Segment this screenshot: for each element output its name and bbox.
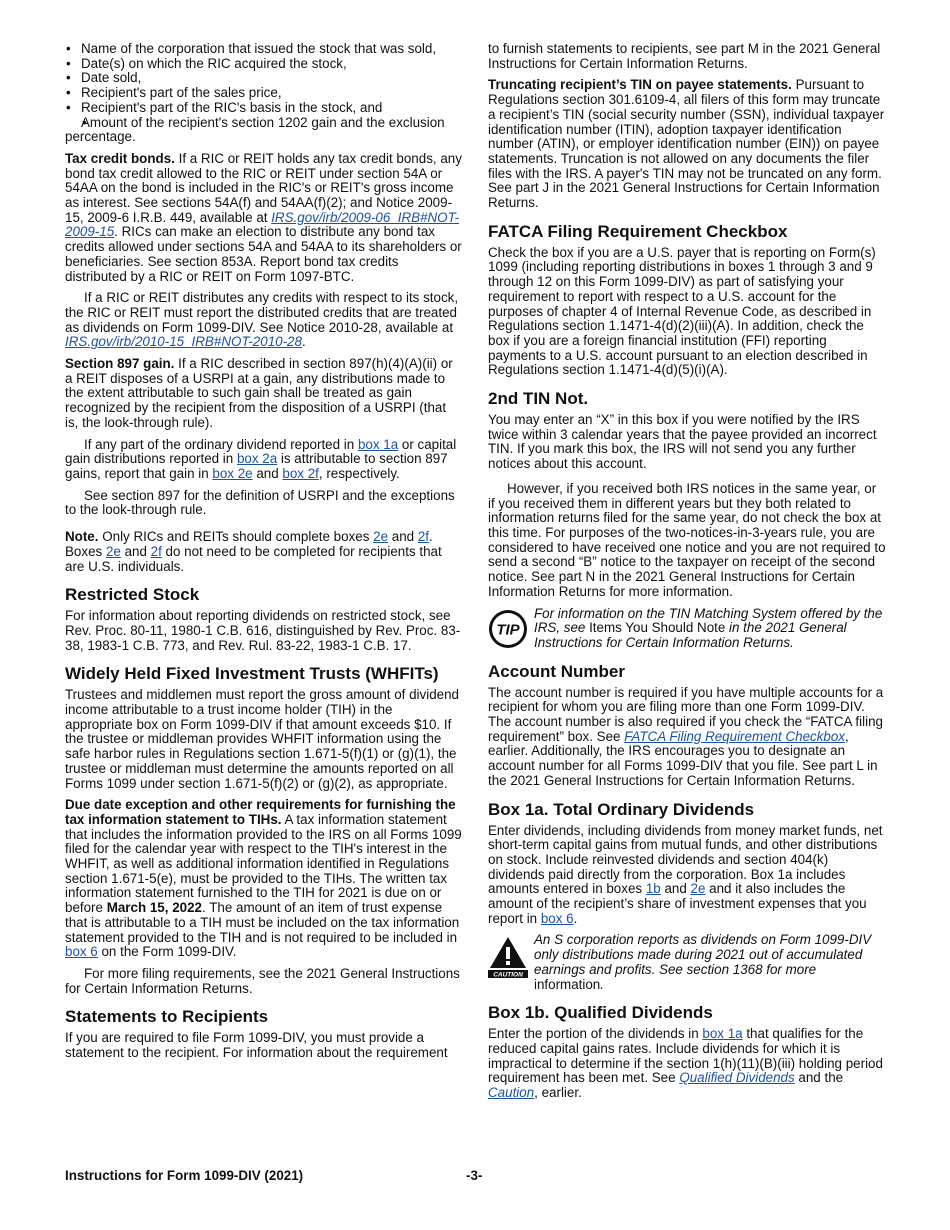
list-item: • Amount of the recipient's section 1202 gain and the exclusion percentage. [65,116,462,145]
body-text: and [252,465,283,481]
body-text: . [600,976,604,992]
body-text: information [534,976,601,992]
left-column [65,42,462,1068]
due-date-paragraph [65,798,462,960]
run-in-heading: Section 897 gain. [65,356,175,372]
box-1b-link[interactable]: 1b [645,881,661,897]
list-item: • Name of the corporation that issued the stock that was sold, [65,42,462,57]
run-in-heading: Truncating recipient’s TIN on payee statements. [488,77,792,93]
second-tin-paragraph-2: However, if you received both IRS notices in the same year, or if you received them in different years but they both related to information returns filed for the same year, do not check the box at this time. For purposes of the two-notices-in-3-years rule, you are considered to have received one notice and you are not required to send a second “B” notice to the taxpayer on receipt of the second notice. See part N in the 2021 General Instructions for Certain Information Returns for more information. [488,480,886,599]
truncating-paragraph [488,78,886,210]
page-number: -3- [466,1168,483,1183]
caution-label: CAUTION [493,971,523,979]
caution-icon [488,935,528,979]
body-text: and it also includes the amount of the recipient’s share of investment expenses that you report in [488,881,867,926]
list-item: • Recipient's part of the sales price, [65,86,462,101]
notice-2010-28-link[interactable]: IRS.gov/irb/2010-15_IRB#NOT-2010-28 [65,334,302,350]
fatca-checkbox-link[interactable]: FATCA Filing Requirement Checkbox [624,728,845,744]
caution-note [488,933,886,992]
tip-note [488,607,886,651]
body-text: . [573,910,578,926]
body-text: in the 2021 General Instructions for Certain Information Returns. [534,620,847,650]
note-paragraph [65,530,462,574]
section-897-report-paragraph [65,438,462,482]
whfit-paragraph: Trustees and middlemen must report the gross amount of dividend income attributable to a trust income holder (TIH) in the appropriate box on Form 1099-DIV if that amount exceeds $10. If the trustee or middleman provides WHFIT information using the safe harbor rules in Regulations section 1.671-5(f)(1) or (g)(1), the trustee or middleman must determine the amounts reported on all Forms 1099 under section 1.671-5(f)(2) or (g)(2), as appropriate. [65,687,459,791]
body-text: on the Form 1099-DIV. [97,944,237,960]
body-text: , earlier. Additionally, the IRS encourages you to designate an account number for all Forms 1099-DIV that you file. See part L in the 2021 General Instructions for Certain Information Returns. [488,728,878,788]
account-number-paragraph [488,686,886,789]
run-in-heading: Tax credit bonds. [65,150,175,166]
second-tin-heading: 2nd TIN Not. [488,389,589,409]
fatca-heading: FATCA Filing Requirement Checkbox [488,221,788,241]
body-text: and [388,529,418,545]
restricted-stock-heading: Restricted Stock [65,585,200,605]
body-text: A tax information statement that includes the information provided to the IRS on all Forms 1099 filed for the calendar year with respect to the TIH's interest in the WHFIT, as well as additional information identified in Regulations section 1.671-5(e), must be provided to the TIHs. The written tax information statement furnished to the TIH for 2021 is due on or before [65,811,462,916]
body-text: that qualifies for the reduced capital gains rates. Include dividends for which it is impractical to determine if the section 1(h)(11)(B)(iii) holding period requirement has been met. See [488,1026,883,1086]
notice-2009-15-link[interactable]: IRS.gov/irb/2009-06_IRB#NOT-2009-15 [65,209,460,240]
body-text: Items You Should Note [589,620,726,636]
body-text: , earlier. [534,1085,582,1101]
restricted-stock-paragraph: For information about reporting dividends on restricted stock, see Rev. Proc. 80-11, 1980-1 C.B. 616, distinguished by Rev. Proc. 83-38, 1983-1 C.B. 773, and Rev. Rul. 83-22, 1983-1 C.B. 17. [65,608,461,653]
footer-title: Instructions for Form 1099-DIV (2021) [65,1168,304,1183]
run-in-heading: Due date exception and other requirements for furnishing the tax information statement to TIHs. [65,797,456,827]
body-text: or capital gain distributions reported in [65,436,457,467]
box-2f-link[interactable]: box 2f [282,465,319,481]
account-number-heading: Account Number [488,661,625,681]
bullet-list [65,42,462,145]
body-text: For information on the TIN Matching System offered by the IRS, see [534,605,883,636]
body-text: Enter the portion of the dividends in [488,1026,703,1042]
body-text: . RICs can make an election to distribute any bond tax credits allowed under sections 54A and 54AA to its shareholders or beneficiaries. See section 853A. Report bond tax credits distributed by a RIC or REIT on Form 1097-BTC. [65,224,462,284]
body-text: Pursuant to Regulations section 301.6109-4, all filers of this form may truncate a recipient’s TIN (social security number (SSN), individual taxpayer identification number (ITIN), adoption taxpayer identification number (ATIN), or employer identification number (EIN)) on payee statements. Truncation is not allowed on any documents the filer files with the IRS. A payer's TIN may not be truncated on any form. See part J in the 2021 General Instructions for Certain Information Returns. [488,77,885,211]
box-2a-link[interactable]: box 2a [236,451,278,467]
fatca-paragraph: Check the box if you are a U.S. payer that is reporting on Form(s) 1099 (including reporting distributions in boxes 1 through 3 and 9 through 12 on this Form 1099-DIV) as part of satisfying your requirement to report with respect to a U.S. account for the purposes of chapter 4 of Internal Revenue Code, as described in Regulations section 1.1471-4(d)(2)(iii)(A). In addition, check the box if you are a foreign financial institution (FFI) reporting payments to a U.S. account pursuant to an election described in Regulations section 1.1471-4(d)(5)(i)(A). [488,244,876,378]
body-text: . The amount of an item of trust expense that is attributable to a TIH must be included on the tax information statement provided to the TIH and is not required to be included in [65,900,460,945]
list-item: • Recipient's part of the RIC's basis in the stock, and [65,101,462,116]
tip-icon [488,609,528,649]
box-6-link[interactable]: box 6 [540,910,574,926]
box-2e-link[interactable]: 2e [690,881,706,897]
body-text: If a RIC or REIT holds any tax credit bonds, any bond tax credit allowed to the RIC or REIT under section 54A or 54AA on the bond is included in the RIC's or REIT's gross income as interest. See sections 54A(f) and 54AA(f)(2); and Notice 2009-15, 2009-6 I.R.B. 449, available at [65,150,462,225]
list-item: • Date(s) on which the RIC acquired the stock, [65,57,462,72]
body-text: , respectively. [318,465,400,481]
box-1a-link[interactable]: box 1a [357,436,399,452]
box-1a-link[interactable]: box 1a [702,1026,743,1042]
body-text: do not need to be completed for recipients that are U.S. individuals. [65,543,442,574]
body-text: is attributable to section 897 gains, report that gain in [65,451,448,481]
body-text: . [301,334,306,350]
note-heading: Note. [65,529,99,545]
body-text: . Boxes [65,529,433,559]
section-897-paragraph [65,357,462,431]
box-1a-heading: Box 1a. Total Ordinary Dividends [488,799,755,819]
body-text: If any part of the ordinary dividend reported in [84,436,358,452]
box-1b-paragraph [488,1027,886,1101]
body-text: An S corporation reports as dividends on Form 1099-DIV only distributions made during 2021 out of accumulated earnings and profits. See section 1368 for more [534,932,872,977]
box-2e-link[interactable]: 2e [373,529,389,545]
caution-link[interactable]: Caution [488,1085,535,1101]
body-text: and [660,881,691,897]
second-tin-paragraph: You may enter an “X” in this box if you were notified by the IRS twice within 3 calendar years that the payee provided an incorrect TIN. If you mark this box, the IRS will not send you any further notices about this account. [488,412,877,472]
distributed-credits-paragraph [65,291,462,350]
box-2f-link[interactable]: 2f [417,529,429,545]
box-1a-paragraph [488,824,886,927]
body-text: If a RIC described in section 897(h)(4)(A)(ii) or a REIT disposes of a USRPI at a gain, any distributions made to the extent attributable to such gain shall be treated as gain recognized by the recipient from the disposition of a USRPI (that is, the look-through rule). [65,356,453,430]
qualified-dividends-link[interactable]: Qualified Dividends [679,1070,795,1086]
list-item: • Date sold, [65,71,462,86]
body-text: The account number is required if you have multiple accounts for a recipient for whom you are filing more than one Form 1099-DIV. The account number is also required if you check the “FATCA filing requirement” box. See [488,684,884,744]
box-6-link[interactable]: box 6 [65,944,98,960]
due-date: March 15, 2022 [106,900,202,916]
statements-paragraph: If you are required to file Form 1099-DIV, you must provide a statement to the recipient. For information about the requirement [65,1030,448,1061]
continuation-paragraph: to furnish statements to recipients, see part M in the 2021 General Instructions for Certain Information Returns. [488,41,881,71]
body-text: Only RICs and REITs should complete boxes [98,529,374,545]
body-text: If a RIC or REIT distributes any credits with respect to its stock, the RIC or REIT must report the distributed credits that are treated as dividends on Form 1099-DIV. See Notice 2010-28, available at [65,290,459,335]
tax-credit-bonds-paragraph [65,152,462,284]
whfit-heading: Widely Held Fixed Investment Trusts (WHFITs) [65,664,439,684]
box-2f-link[interactable]: 2f [150,543,162,559]
more-requirements-paragraph: For more filing requirements, see the 2021 General Instructions for Certain Information Returns. [65,965,460,996]
box-2e-link[interactable]: box 2e [212,465,253,481]
body-text: Enter dividends, including dividends from money market funds, net short-term capital gains from mutual funds, and other distributions on stock. Include reinvested dividends and section 404(k) dividends paid directly from the corporation. Box 1a includes amounts entered in boxes [488,822,883,897]
tip-label: TIP [496,621,520,638]
usrpi-paragraph: See section 897 for the definition of USRPI and the exceptions to the look-through rule. [65,487,455,518]
box-1b-heading: Box 1b. Qualified Dividends [488,1003,713,1023]
body-text: and [120,543,151,559]
right-column [488,42,886,1108]
statements-heading: Statements to Recipients [65,1007,269,1027]
box-2e-link[interactable]: 2e [105,543,121,559]
body-text: and the [794,1070,844,1086]
